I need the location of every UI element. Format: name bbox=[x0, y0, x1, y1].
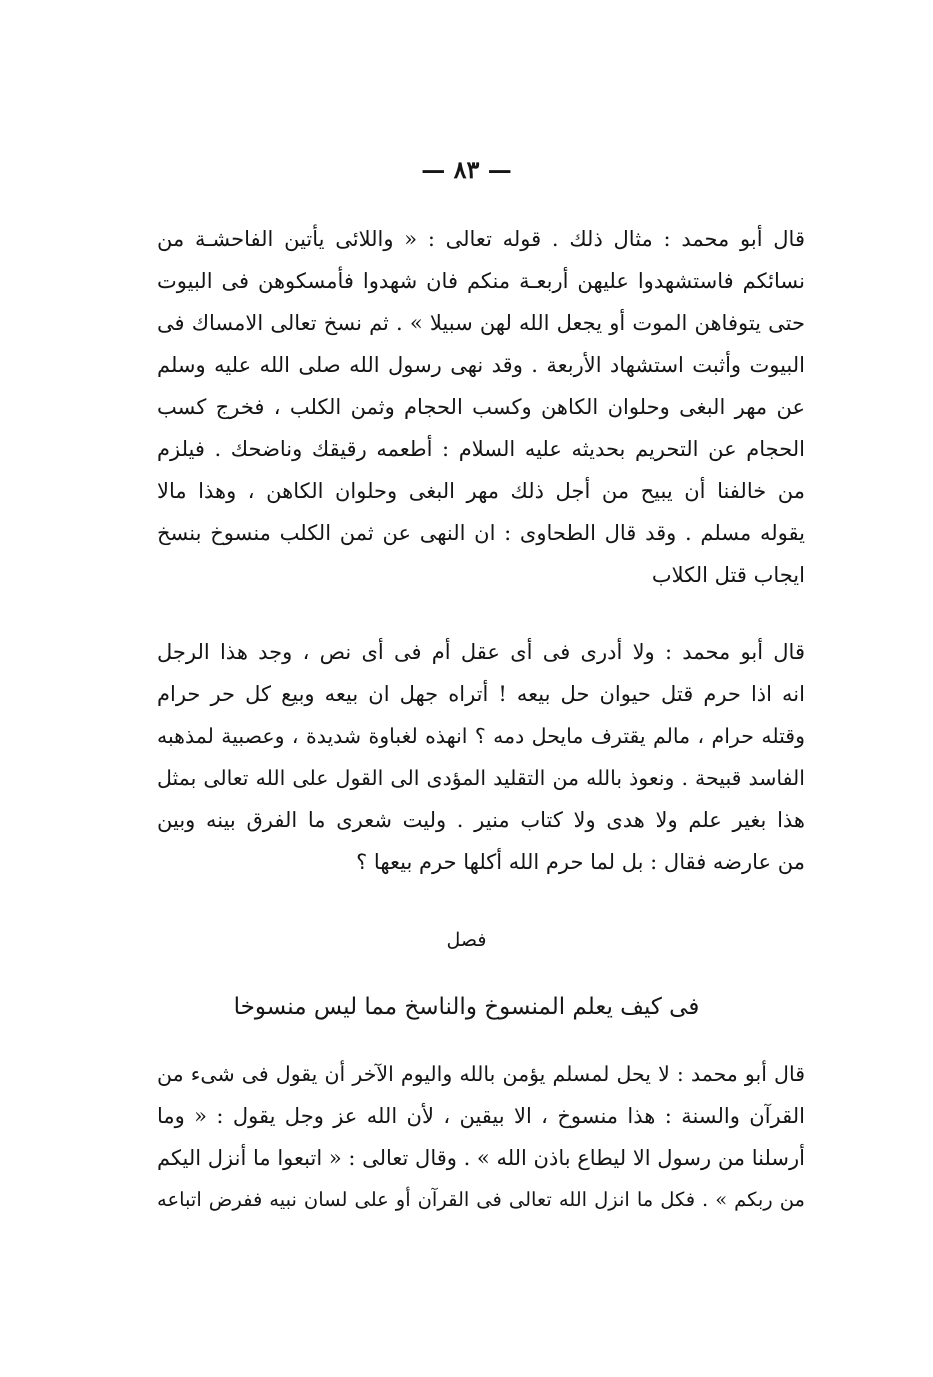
text-line: عن مهر البغى وحلوان الكاهن وكسب الحجام وثمن الكلب ، فخرج كسب bbox=[157, 395, 805, 419]
text-line: من ربكم » . فكل ما انزل الله تعالى فى القرآن أو على لسان نبيه ففرض اتباعه bbox=[157, 1188, 805, 1211]
text-line: نسائكم فاستشهدوا عليهن أربعـة منكم فان شهدوا فأمسكوهن فى البيوت bbox=[157, 269, 805, 293]
text-line: يقوله مسلم . وقد قال الطحاوى : ان النهى عن ثمن الكلب منسوخ بنسخ bbox=[157, 521, 805, 545]
page-number: — ٨٣ — bbox=[421, 155, 512, 184]
text-line: قال أبو محمد : مثال ذلك . قوله تعالى : « واللائى يأتين الفاحشـة من bbox=[157, 227, 805, 251]
text-line: الحجام عن التحريم بحديثه عليه السلام : أطعمه رقيقك وناضحك . فيلزم bbox=[157, 437, 805, 461]
text-line: قال أبو محمد : ولا أدرى فى أى عقل أم فى أى نص ، وجد هذا الرجل bbox=[157, 640, 805, 664]
text-line: ايجاب قتل الكلاب bbox=[651, 563, 805, 587]
text-line: الفاسد قبيحة . ونعوذ بالله من التقليد المؤدى الى القول على الله تعالى بمثل bbox=[157, 766, 805, 790]
text-line: هذا بغير علم ولا هدى ولا كتاب منير . وليت شعرى ما الفرق بينه وبين bbox=[157, 808, 805, 832]
text-line: انه اذا حرم قتل حيوان حل بيعه ! أتراه جهل ان بيعه وبيع كل حر حرام bbox=[157, 682, 805, 706]
text-line: حتى يتوفاهن الموت أو يجعل الله لهن سبيلا » . ثم نسخ تعالى الامساك فى bbox=[157, 311, 805, 335]
text-line: وقتله حرام ، مالم يقترف مايحل دمه ؟ انهذه لغباوة شديدة ، وعصبية لمذهبه bbox=[157, 724, 805, 748]
paragraph-section-body bbox=[157, 1053, 805, 1221]
paragraph-abrogation-examples bbox=[157, 218, 805, 596]
paragraph-refutation bbox=[157, 631, 805, 883]
section-title: فى كيف يعلم المنسوخ والناسخ مما ليس منسوخا bbox=[233, 994, 700, 1020]
text-line: قال أبو محمد : لا يحل لمسلم يؤمن بالله واليوم الآخر أن يقول فى شىء من bbox=[157, 1062, 805, 1086]
text-line: القرآن والسنة : هذا منسوخ ، الا بيقين ، لأن الله عز وجل يقول : « وما bbox=[157, 1104, 805, 1128]
text-line: من خالفنا أن يبيح من أجل ذلك مهر البغى وحلوان الكاهن ، وهذا مالا bbox=[157, 479, 805, 503]
text-line: من عارضه فقال : بل لما حرم الله أكلها حرم بيعها ؟ bbox=[356, 850, 805, 874]
text-line: أرسلنا من رسول الا ليطاع باذن الله » . وقال تعالى : « اتبعوا ما أنزل اليكم bbox=[157, 1146, 805, 1170]
section-label: فصل bbox=[446, 929, 487, 951]
text-line: البيوت وأثبت استشهاد الأربعة . وقد نهى رسول الله صلى الله عليه وسلم bbox=[157, 353, 805, 377]
